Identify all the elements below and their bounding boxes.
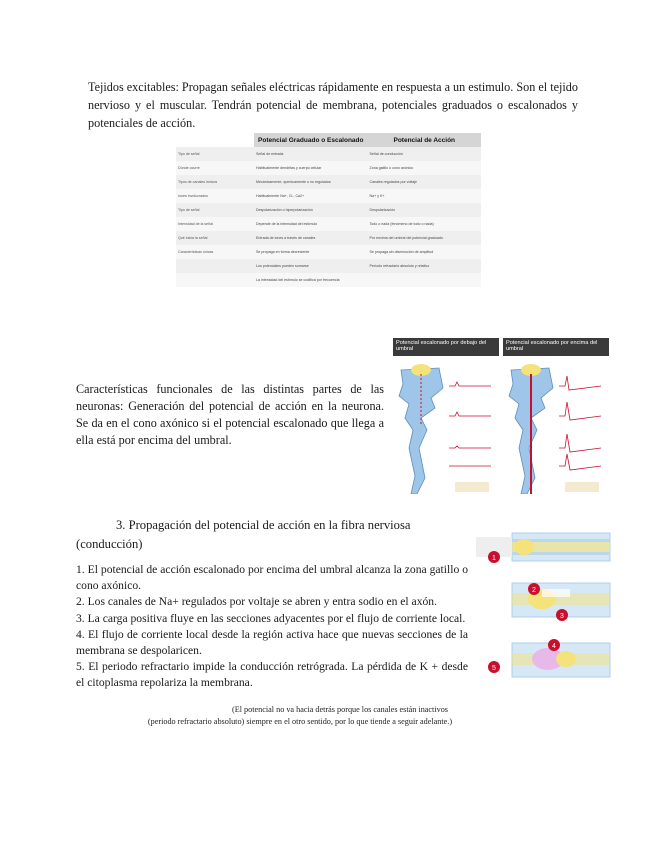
marker-3-label: 3	[560, 613, 564, 620]
section-heading	[76, 516, 466, 554]
row-label	[176, 273, 254, 287]
row-action: Período refractario absoluto y relativo	[368, 259, 482, 273]
neuron-figure	[391, 338, 610, 494]
row-action: Zona gatillo o cono axónico	[368, 161, 482, 175]
row-graded: Depende de la intensidad del estímulo	[254, 217, 368, 231]
row-label: Iones involucrados	[176, 189, 254, 203]
marker-2-label: 2	[532, 587, 536, 594]
section-heading-text: 3. Propagación del potencial de acción en la fibra nerviosa (conducción)	[76, 518, 411, 551]
step-item: 2. Los canales de Na+ regulados por voltaje se abren y entra sodio en el axón.	[76, 595, 437, 609]
steps-list	[76, 562, 468, 692]
row-action: Se propaga sin disminución de amplitud	[368, 245, 482, 259]
comparison-table	[176, 133, 481, 287]
marker-5-label: 5	[492, 665, 496, 672]
neuron-right-title: Potencial escalonado por encima del umbral	[503, 338, 609, 356]
features-paragraph: Características funcionales de las distintas partes de las neuronas: Generación del potencial de acción en la neurona. Se da en el cono axónico si el potencial escalonado que llega a ella está por encima del umbral.	[76, 382, 384, 447]
row-action: Na+ y K+	[368, 189, 482, 203]
axon-stage-3	[512, 643, 610, 677]
row-label: Características únicas	[176, 245, 254, 259]
row-graded: Los potenciales pueden sumarse	[254, 259, 368, 273]
step-item: 3. La carga positiva fluye en las secciones adyacentes por el flujo de corriente local.	[76, 611, 466, 625]
row-action	[368, 273, 482, 287]
row-action: Canales regulados por voltaje	[368, 175, 482, 189]
row-action: Por encima del umbral del potencial graduado	[368, 231, 482, 245]
row-graded: La intensidad del estímulo se codifica por frecuencia	[254, 273, 368, 287]
row-action: Despolarización	[368, 203, 482, 217]
step-item: 4. El flujo de corriente local desde la región activa hace que nuevas secciones de la membrana se despolaricen.	[76, 627, 468, 658]
table-corner	[176, 133, 254, 147]
propagation-illustration	[472, 527, 612, 703]
marker-1-label: 1	[492, 555, 496, 562]
marker-4-label: 4	[552, 643, 556, 650]
row-label: Tipo de señal	[176, 147, 254, 161]
step-item: 1. El potencial de acción escalonado por encima del umbral alcanza la zona gatillo o cono axónico.	[76, 563, 468, 593]
row-graded: Habitualmente dendritas y cuerpo celular	[254, 161, 368, 175]
row-graded: Se propaga en forma decreciente	[254, 245, 368, 259]
row-label: Intensidad de la señal	[176, 217, 254, 231]
header-graded: Potencial Graduado o Escalonado	[254, 133, 368, 147]
header-action: Potencial de Acción	[368, 133, 482, 147]
row-graded: Mecánicamente, químicamente o no regulados	[254, 175, 368, 189]
row-graded: Entrada de iones a través de canales	[254, 231, 368, 245]
row-label: Dónde ocurre	[176, 161, 254, 175]
note-line-2: (periodo refractario absoluto) siempre en el otro sentido, por lo que tiende a seguir adelante.)	[147, 717, 453, 726]
neuron-right	[509, 364, 601, 494]
row-label	[176, 259, 254, 273]
comparison-table-figure	[176, 133, 481, 307]
neuron-left-title: Potencial escalonado por debajo del umbral	[393, 338, 499, 356]
note	[110, 704, 490, 728]
row-label: Qué inicia la señal	[176, 231, 254, 245]
propagation-figure	[472, 527, 612, 703]
row-action: Señal de conducción	[368, 147, 482, 161]
row-action: Todo o nada (fenómeno de todo o nada)	[368, 217, 482, 231]
row-label: Tipo de señal	[176, 203, 254, 217]
neuron-left	[399, 364, 491, 494]
row-label: Tipos de canales iónicos	[176, 175, 254, 189]
row-graded: Despolarización o hiperpolarización	[254, 203, 368, 217]
step-item: 5. El periodo refractario impide la conducción retrógrada. La pérdida de K + desde el citoplasma repolariza la membrana.	[76, 660, 468, 690]
row-graded: Señal de entrada	[254, 147, 368, 161]
intro-paragraph: Tejidos excitables: Propagan señales eléctricas rápidamente en respuesta a un estimulo. Son el tejido nervioso y el muscular. Tendrán potencial de membrana, potenciales graduados o escalonados y potenciales de acción.	[88, 80, 578, 130]
row-graded: Habitualmente Na+, Cl-, Ca2+	[254, 189, 368, 203]
neuron-illustration	[391, 338, 610, 494]
note-line-1: (El potencial no va hacia detrás porque los canales están inactivos	[232, 705, 448, 714]
